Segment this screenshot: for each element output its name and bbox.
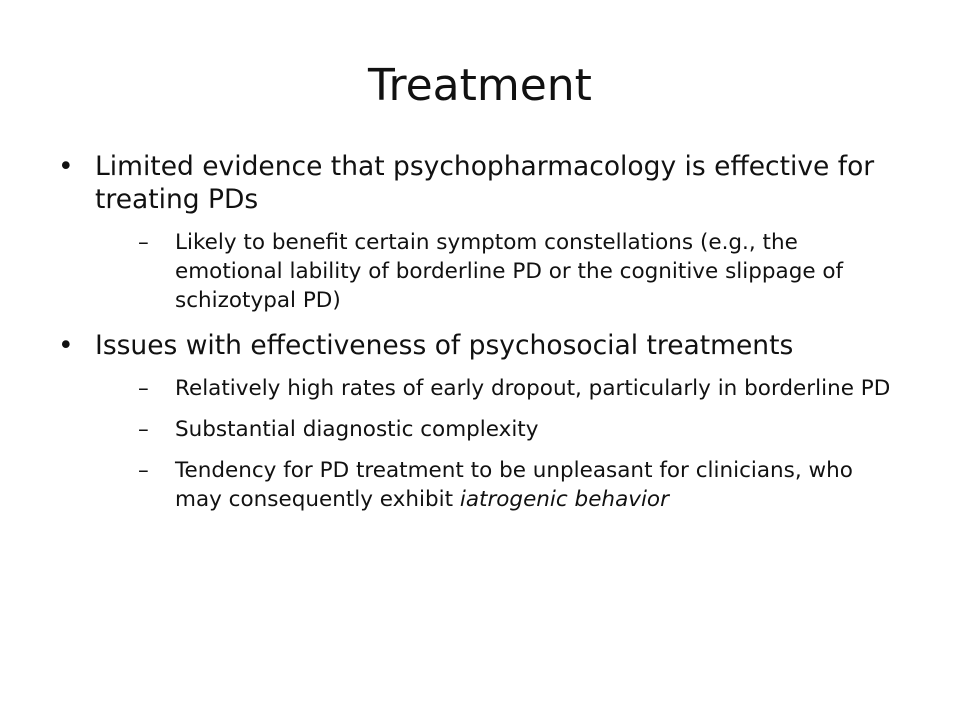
dash-icon: – <box>138 417 149 442</box>
sub-bullet-text-plain: Tendency for PD treatment to be unpleasant for clinicians, who may consequently exhibit <box>175 458 853 512</box>
sub-bullet-item <box>138 374 898 403</box>
sub-bullet-text <box>175 458 853 512</box>
sub-bullet-item <box>138 228 898 315</box>
bullet-icon: • <box>58 151 74 182</box>
sub-bullet-text: Likely to benefit certain symptom constellations (e.g., the emotional lability of borderline PD or the cognitive slippage of schizotypal PD) <box>175 230 844 313</box>
bullet-text: Limited evidence that psychopharmacology is effective for treating PDs <box>95 151 875 215</box>
dash-icon: – <box>138 458 149 483</box>
bullet-icon: • <box>58 330 74 361</box>
dash-icon: – <box>138 230 149 255</box>
bullet-text: Issues with effectiveness of psychosocial treatments <box>95 330 794 361</box>
sub-bullet-item <box>138 456 898 514</box>
bullet-item <box>58 329 898 362</box>
sub-bullet-item <box>138 415 898 444</box>
dash-icon: – <box>138 376 149 401</box>
slide-content <box>58 150 898 526</box>
sub-bullet-text: Substantial diagnostic complexity <box>175 417 539 442</box>
sub-bullet-text: Relatively high rates of early dropout, particularly in borderline PD <box>175 376 891 401</box>
sub-bullet-emphasis: iatrogenic behavior <box>459 487 669 512</box>
bullet-item <box>58 150 898 216</box>
slide-title: Treatment <box>368 60 592 111</box>
